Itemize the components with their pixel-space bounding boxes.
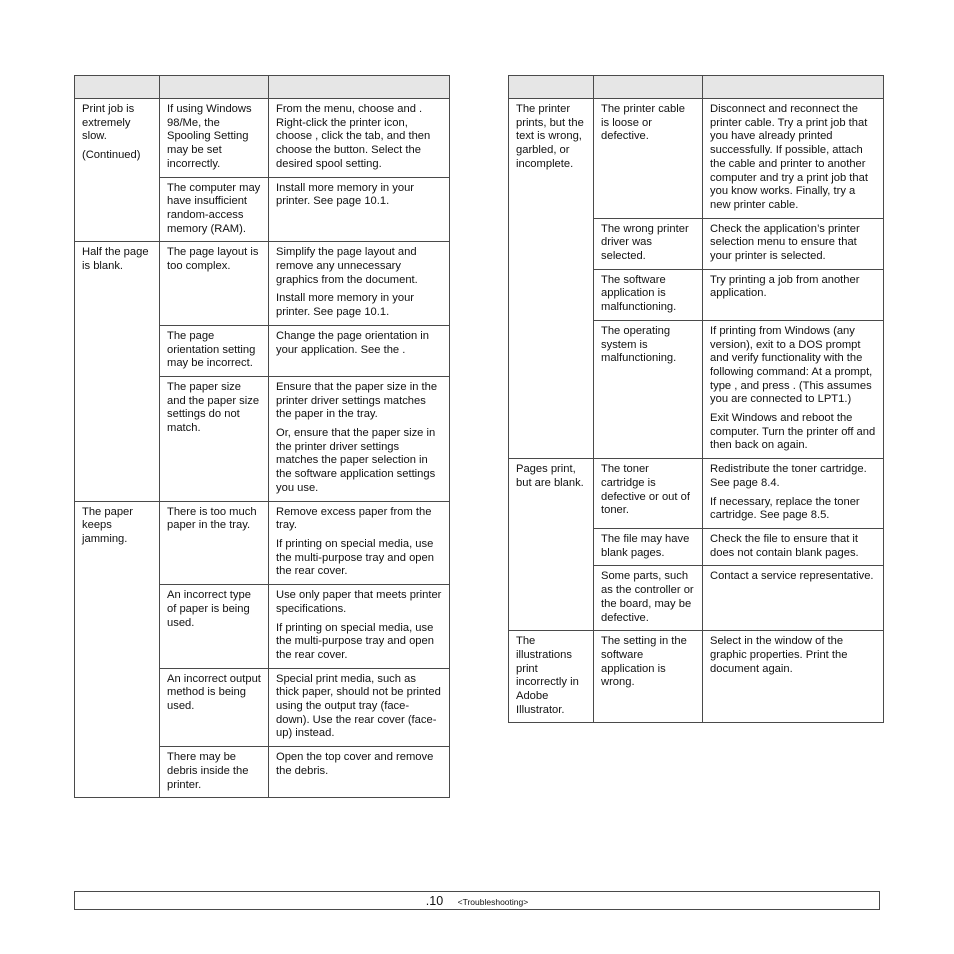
cause-cell bbox=[160, 376, 269, 501]
solution-paragraph: Open the top cover and remove the debris. bbox=[276, 751, 434, 777]
table-body bbox=[75, 99, 450, 798]
solution-paragraph: Special print media, such as thick paper, should not be printed using the output tray (face-down). Use the rear cover (face-up) instead. bbox=[276, 672, 441, 740]
condition-cell bbox=[509, 631, 594, 723]
cause-text: There may be debris inside the printer. bbox=[167, 751, 249, 791]
page-number: .10 bbox=[425, 894, 444, 908]
troubleshooting-table-right bbox=[508, 75, 884, 723]
cause-text: The printer cable is loose or defective. bbox=[601, 103, 685, 143]
cause-text: The toner cartridge is defective or out of toner. bbox=[601, 463, 690, 517]
solution-paragraph: Check the application’s printer selection menu to ensure that your printer is selected. bbox=[710, 222, 860, 263]
cause-text: If using Windows 98/Me, the Spooling Setting may be set incorrectly. bbox=[167, 103, 252, 170]
solution-cell bbox=[703, 320, 884, 458]
table-row bbox=[509, 631, 884, 723]
solution-paragraph: Check the file to ensure that it does not contain blank pages. bbox=[710, 532, 859, 559]
header-solution bbox=[703, 76, 884, 99]
solution-paragraph: If printing from Windows (any version), exit to a DOS prompt and verify functionality with the following command: At a prompt, type , and press . (This assumes you are connected to LPT1.) bbox=[710, 324, 873, 406]
condition-cell bbox=[509, 99, 594, 459]
solution-cell bbox=[703, 99, 884, 219]
cause-cell bbox=[594, 566, 703, 631]
cause-text: The operating system is malfunctioning. bbox=[601, 324, 677, 365]
cause-cell bbox=[594, 218, 703, 269]
cause-text: An incorrect type of paper is being used. bbox=[167, 589, 251, 629]
table-header bbox=[509, 76, 884, 99]
table-row bbox=[509, 99, 884, 219]
solution-cell bbox=[269, 501, 450, 585]
solution-cell bbox=[269, 325, 450, 376]
cause-cell bbox=[594, 459, 703, 529]
table-row bbox=[75, 501, 450, 585]
cause-text: An incorrect output method is being used. bbox=[167, 672, 261, 713]
solution-paragraph: Ensure that the paper size in the printer driver settings matches the paper in the tray. bbox=[276, 380, 438, 421]
cause-text: The page layout is too complex. bbox=[167, 246, 259, 273]
cause-text: The software application is malfunctioning. bbox=[601, 273, 677, 314]
solution-paragraph: If printing on special media, use the multi-purpose tray and open the rear cover. bbox=[276, 537, 434, 578]
cause-text: Some parts, such as the controller or the board, may be defective. bbox=[601, 570, 694, 624]
cause-cell bbox=[160, 585, 269, 669]
header-solution bbox=[269, 76, 450, 99]
table-row bbox=[75, 242, 450, 326]
header-condition bbox=[509, 76, 594, 99]
table-row bbox=[75, 99, 450, 178]
solution-paragraph: Install more memory in your printer. See page 10.1. bbox=[276, 292, 415, 319]
solution-cell bbox=[703, 218, 884, 269]
footer-section-label: <Troubleshooting> bbox=[457, 897, 529, 907]
condition-text: Print job is extremely slow. bbox=[82, 103, 135, 143]
cause-text: The file may have blank pages. bbox=[601, 532, 690, 559]
condition-text: Half the page is blank. bbox=[82, 246, 149, 273]
solution-cell bbox=[703, 459, 884, 529]
solution-paragraph: If necessary, replace the toner cartridge. See page 8.5. bbox=[710, 495, 860, 522]
cause-cell bbox=[160, 325, 269, 376]
cause-cell bbox=[594, 269, 703, 320]
solution-paragraph: Simplify the page layout and remove any unnecessary graphics from the document. bbox=[276, 246, 418, 286]
solution-cell bbox=[269, 585, 450, 669]
page-footer bbox=[74, 891, 880, 910]
cause-cell bbox=[160, 99, 269, 178]
table-row bbox=[509, 459, 884, 529]
condition-cell bbox=[75, 501, 160, 798]
condition-text: The illustrations print incorrectly in Adobe Illustrator. bbox=[516, 635, 579, 716]
cause-text: The page orientation setting may be incorrect. bbox=[167, 329, 256, 370]
condition-cell bbox=[509, 459, 594, 631]
header-cause bbox=[160, 76, 269, 99]
solution-cell bbox=[269, 177, 450, 242]
solution-paragraph: Redistribute the toner cartridge. See page 8.4. bbox=[710, 463, 867, 489]
solution-paragraph: Try printing a job from another application. bbox=[710, 273, 860, 300]
cause-cell bbox=[594, 528, 703, 565]
solution-cell bbox=[269, 747, 450, 798]
cause-text: The paper size and the paper size settings do not match. bbox=[167, 380, 260, 435]
solution-paragraph: If printing on special media, use the multi-purpose tray and open the rear cover. bbox=[276, 621, 434, 661]
solution-paragraph: Contact a service representative. bbox=[710, 570, 874, 583]
troubleshooting-table-left bbox=[74, 75, 450, 798]
solution-cell bbox=[269, 242, 450, 326]
table-body bbox=[509, 99, 884, 723]
solution-cell bbox=[703, 269, 884, 320]
header-cause bbox=[594, 76, 703, 99]
table-header bbox=[75, 76, 450, 99]
solution-cell bbox=[269, 376, 450, 501]
cause-cell bbox=[160, 242, 269, 326]
condition-text: The paper keeps jamming. bbox=[82, 505, 133, 545]
condition-cell bbox=[75, 99, 160, 242]
solution-paragraph: Use only paper that meets printer specifications. bbox=[276, 589, 442, 615]
footer-content bbox=[75, 893, 879, 910]
condition-text: The printer prints, but the text is wrong, garbled, or incomplete. bbox=[516, 103, 584, 170]
solution-paragraph: Change the page orientation in your application. See the . bbox=[276, 329, 430, 356]
solution-paragraph: Disconnect and reconnect the printer cable. Try a print job that you have already printed successfully. If possible, attach the cable and printer to another computer and try a print job that you know works. Finally, try a new printer cable. bbox=[710, 103, 868, 211]
cause-text: The wrong printer driver was selected. bbox=[601, 222, 689, 263]
cause-text: The setting in the software application is wrong. bbox=[601, 635, 687, 689]
solution-paragraph: Select in the window of the graphic properties. Print the document again. bbox=[710, 635, 848, 675]
cause-cell bbox=[160, 747, 269, 798]
cause-cell bbox=[160, 668, 269, 747]
solution-cell bbox=[703, 528, 884, 565]
solution-paragraph: Remove excess paper from the tray. bbox=[276, 505, 432, 532]
solution-paragraph: Install more memory in your printer. See page 10.1. bbox=[276, 181, 415, 208]
cause-cell bbox=[594, 631, 703, 723]
condition-text: Pages print, but are blank. bbox=[516, 463, 584, 489]
condition-cell bbox=[75, 242, 160, 501]
solution-cell bbox=[269, 99, 450, 178]
cause-cell bbox=[594, 99, 703, 219]
solution-cell bbox=[703, 631, 884, 723]
solution-cell bbox=[703, 566, 884, 631]
header-condition bbox=[75, 76, 160, 99]
solution-paragraph: From the menu, choose and . Right-click the printer icon, choose , click the tab, and then choose the button. Select the desired spool setting. bbox=[276, 103, 431, 170]
cause-cell bbox=[160, 501, 269, 585]
cause-text: The computer may have insufficient random-access memory (RAM). bbox=[167, 181, 261, 235]
cause-text: There is too much paper in the tray. bbox=[167, 505, 257, 532]
cause-cell bbox=[160, 177, 269, 242]
solution-cell bbox=[269, 668, 450, 747]
solution-paragraph: Or, ensure that the paper size in the printer driver settings matches the paper selection in the software application settings you use. bbox=[276, 427, 436, 494]
solution-paragraph: Exit Windows and reboot the computer. Turn the printer off and then back on again. bbox=[710, 412, 876, 452]
condition-continued: (Continued) bbox=[82, 149, 141, 162]
cause-cell bbox=[594, 320, 703, 458]
